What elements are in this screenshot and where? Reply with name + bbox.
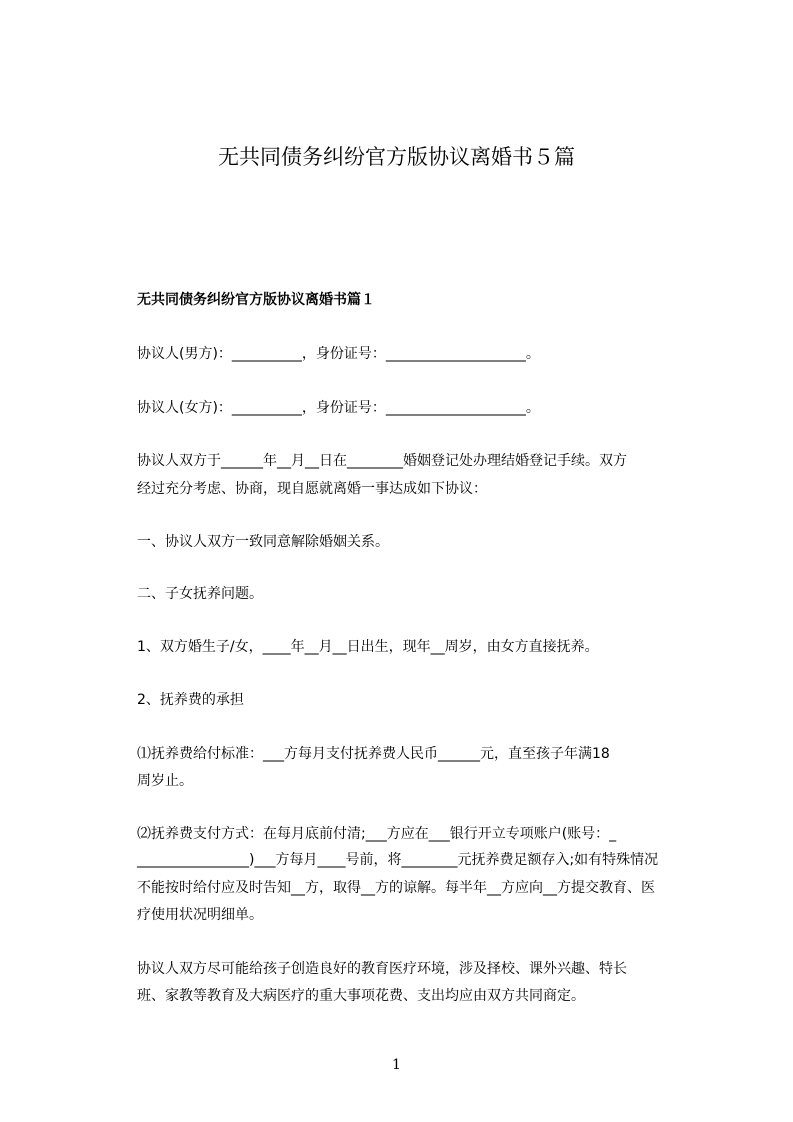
husband-line: 协议人(男方)：__________，身份证号：____________________。 <box>137 346 540 362</box>
payment-line-3: 不能按时给付应及时告知__方，取得__方的谅解。每半年__方应向__方提交教育、医 <box>137 880 655 896</box>
support-cost-heading: 2、抚养费的承担 <box>137 692 244 708</box>
item-one: 一、协议人双方一致同意解除婚姻关系。 <box>137 534 389 550</box>
wife-line: 协议人(女方)：__________，身份证号：____________________。 <box>137 400 540 416</box>
intro-line-2: 经过充分考虑、协商，现自愿就离婚一事达成如下协议： <box>137 481 487 497</box>
education-line-2: 班、家教等教育及大病医疗的重大事项花费、支出均应由双方共同商定。 <box>137 988 585 1004</box>
item-two: 二、子女抚养问题。 <box>137 586 263 602</box>
child-birth-line: 1、双方婚生子/女，____年__月__日出生，现年__周岁，由女方直接抚养。 <box>137 639 599 655</box>
section-heading: 无共同债务纠纷官方版协议离婚书篇１ <box>137 292 375 308</box>
payment-line-4: 疗使用状况明细单。 <box>137 907 263 923</box>
document-title: 无共同债务纠纷官方版协议离婚书５篇 <box>218 145 575 169</box>
education-line-1: 协议人双方尽可能给孩子创造良好的教育医疗环境，涉及择校、课外兴趣、特长 <box>137 961 627 977</box>
page-number: 1 <box>392 1057 401 1073</box>
payment-line-1: ⑵抚养费支付方式：在每月底前付清;___方应在___银行开立专项账户(账号：_ <box>137 826 617 842</box>
payment-line-2: ________________)___方每月____号前，将________元抚养费足额存入;如有特殊情况 <box>137 852 659 868</box>
intro-line-1: 协议人双方于______年__月__日在________婚姻登记处办理结婚登记手续。双方 <box>137 453 627 469</box>
standard-line-1: ⑴抚养费给付标准：___方每月支付抚养费人民币______元，直至孩子年满18 <box>137 746 610 762</box>
standard-line-2: 周岁止。 <box>137 773 193 789</box>
